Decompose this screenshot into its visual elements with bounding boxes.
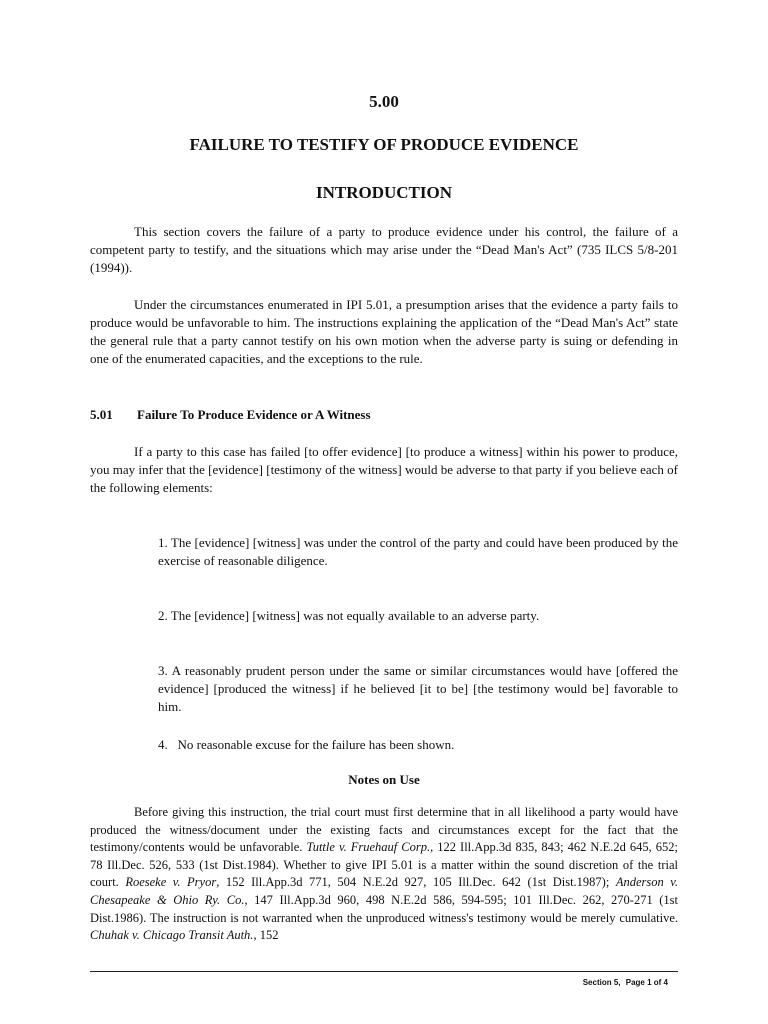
case-citation-tuttle: Tuttle v. Fruehauf Corp. — [306, 840, 431, 855]
footer-divider — [90, 971, 678, 972]
notes-text-4: , 147 Ill.App.3d 960, 498 N.E.2d 586, 594-595; 101 Ill.Dec. 262, 270-271 (1st Dist.1986). The instruction is not warranted when the unproduced witness's testimony would be merely cumulative. — [90, 892, 678, 925]
notes-text-3: , 152 Ill.App.3d 771, 504 N.E.2d 927, 105 Ill.Dec. 642 (1st Dist.1987); — [216, 875, 616, 890]
intro-paragraph-2: Under the circumstances enumerated in IPI 5.01, a presumption arises that the evidence a party fails to produce would be unfavorable to him. The instructions explaining the application of the “Dead Man's Act” state the general rule that a party cannot testify on his own motion when the adverse party is suing or defending in one of the enumerated capacities, and the exceptions to the rule. — [90, 297, 678, 366]
notes-text-1: Before giving this instruction, the trial court must first determine that in all likelihood a party would have produced the witness/document under the existing facts and circumstances except for the fact that the testimony/contents would be unfavorable. — [90, 805, 678, 855]
notes-paragraph — [90, 804, 678, 945]
section-501-number: 5.01 — [90, 407, 113, 422]
page-title: FAILURE TO TESTIFY OF PRODUCE EVIDENCE — [189, 135, 579, 154]
element-item-2: 2. The [evidence] [witness] was not equally available to an adverse party. — [158, 608, 540, 623]
page-footer — [580, 978, 668, 987]
case-citation-chuhak: Chuhak v. Chicago Transit Auth. — [90, 928, 254, 943]
section-501-title: Failure To Produce Evidence or A Witness — [137, 407, 371, 422]
footer-section: Section 5, — [582, 978, 621, 987]
notes-on-use-heading: Notes on Use — [348, 772, 420, 787]
intro-paragraph-1: This section covers the failure of a party to produce evidence under his control, the failure of a competent party to testify, and the situations which may arise under the “Dead Man's Act” (735 ILCS 5/8-201 (1994)). — [90, 224, 678, 275]
section-501-instruction: If a party to this case has failed [to offer evidence] [to produce a witness] within his power to produce, you may infer that the [evidence] [testimony of the witness] would be adverse to that party if you believe each of the following elements: — [90, 444, 678, 495]
notes-text-2: , 122 Ill.App.3d 835, 843; 462 N.E.2d 645, 652; 78 Ill.Dec. 526, 533 (1st Dist.1984). Whether to give IPI 5.01 is a matter within the sound discretion of the trial court. — [90, 840, 678, 890]
notes-text-5: , 152 — [253, 928, 279, 943]
case-citation-anderson: Anderson v. Chesapeake & Ohio Ry. Co. — [90, 875, 678, 907]
section-number: 5.00 — [369, 92, 399, 111]
element-item-4: 4. No reasonable excuse for the failure has been shown. — [158, 737, 455, 752]
footer-page-number: Page 1 of 4 — [625, 978, 668, 987]
section-501-heading — [90, 407, 371, 423]
element-item-1: 1. The [evidence] [witness] was under the control of the party and could have been produced by the exercise of reasonable diligence. — [158, 535, 678, 568]
case-citation-roeseke: Roeseke v. Pryor — [125, 875, 217, 890]
introduction-heading: INTRODUCTION — [315, 183, 453, 202]
element-item-3: 3. A reasonably prudent person under the same or similar circumstances would have [offered the evidence] [produced the witness] if he believed [it to be] [the testimony would be] favorable to him. — [158, 663, 678, 714]
